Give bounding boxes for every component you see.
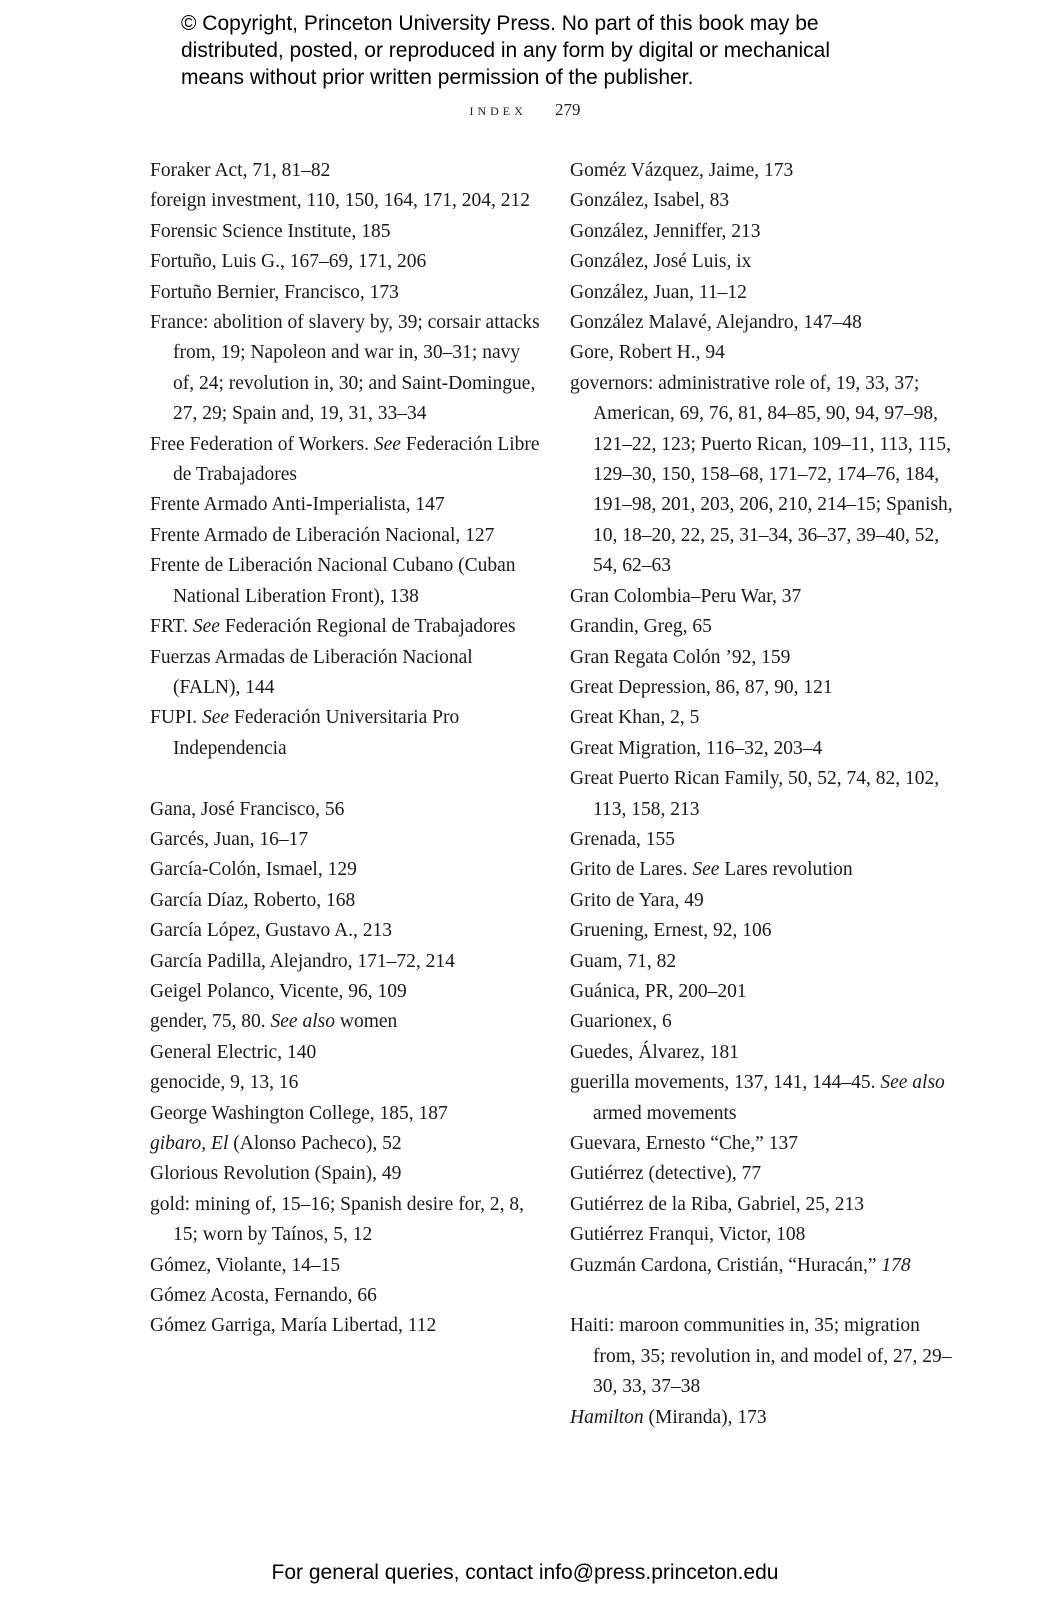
index-entry [150, 1281, 540, 1311]
index-entry [570, 338, 955, 368]
index-entry [570, 1159, 955, 1189]
index-entry-text: Fortuño Bernier, Francisco, 173 [150, 281, 399, 303]
index-entry [570, 308, 955, 338]
index-entry-text: Grito de Lares. [570, 859, 693, 881]
index-entry [570, 1038, 955, 1068]
index-entry-text: Great Khan, 2, 5 [570, 707, 700, 729]
index-entry [570, 703, 955, 733]
index-entry [150, 795, 540, 825]
index-entry-text: Guam, 71, 82 [570, 950, 677, 972]
index-entry-text: France: abolition of slavery by, 39; corsair attacks from, 19; Napoleon and war in, 30–31; navy of, 24; revolution in, 30; and Saint-Domingue, 27, 29; Spain and, 19, 31, 33–34 [150, 312, 540, 425]
index-entry-text: Lares revolution [719, 859, 853, 881]
index-entry-text: García López, Gustavo A., 213 [150, 920, 393, 942]
index-entry-italic: See [373, 433, 401, 455]
index-entry [150, 1311, 540, 1341]
index-entry [150, 156, 540, 186]
index-entry-text: Gutiérrez de la Riba, Gabriel, 25, 213 [570, 1193, 865, 1215]
index-entry [150, 278, 540, 308]
index-entry-text: Gran Regata Colón ’92, 159 [570, 646, 791, 668]
index-entry-text: Grenada, 155 [570, 828, 676, 850]
index-entry-italic: See [692, 859, 720, 881]
index-entry [570, 1220, 955, 1250]
index-entry [150, 643, 540, 704]
index-entry-text: foreign investment, 110, 150, 164, 171, 204, 212 [150, 190, 531, 212]
index-entry [150, 977, 540, 1007]
index-entry [570, 247, 955, 277]
index-entry-text: guerilla movements, 137, 141, 144–45. [570, 1072, 881, 1094]
index-entry-text: Forensic Science Institute, 185 [150, 220, 391, 242]
index-entry-text: Great Puerto Rican Family, 50, 52, 74, 82, 102, 113, 158, 213 [570, 768, 940, 820]
index-entry [570, 1129, 955, 1159]
index-entry [150, 1099, 540, 1129]
index-entry [150, 551, 540, 612]
index-entry-text: Guánica, PR, 200–201 [570, 980, 747, 1002]
index-entry-text: Gómez Garriga, María Libertad, 112 [150, 1315, 437, 1337]
index-entry-text: Grito de Yara, 49 [570, 889, 704, 911]
copyright-notice [181, 10, 941, 91]
index-entry-text: González Malavé, Alejandro, 147–48 [570, 312, 862, 334]
page-number: 279 [555, 100, 581, 119]
index-entry-text: Guedes, Álvarez, 181 [570, 1041, 739, 1063]
index-entry [150, 1068, 540, 1098]
index-entry [150, 247, 540, 277]
index-entry [150, 612, 540, 642]
index-entry [570, 855, 955, 885]
index-entry-text: gold: mining of, 15–16; Spanish desire for, 2, 8, 15; worn by Taínos, 5, 12 [150, 1193, 525, 1246]
index-entry [570, 947, 955, 977]
index-entry-text: Fuerzas Armadas de Liberación Nacional (FALN), 144 [150, 646, 473, 698]
index-entry [150, 308, 540, 430]
index-entry-text: González, Juan, 11–12 [570, 281, 747, 303]
index-entry-text: General Electric, 140 [150, 1041, 317, 1063]
footer-contact: For general queries, contact info@press.princeton.edu [271, 1561, 779, 1584]
index-entry-text: González, Isabel, 83 [570, 190, 730, 212]
section-gap [150, 764, 540, 794]
index-entry-text: Federación Regional de Trabajadores [219, 616, 516, 638]
index-column-left [150, 156, 540, 1342]
index-entry [570, 977, 955, 1007]
index-entry [150, 430, 540, 491]
index-entry-italic: See [192, 616, 220, 638]
index-entry-text: Gómez, Violante, 14–15 [150, 1254, 341, 1276]
index-entry-text: Gutiérrez Franqui, Victor, 108 [570, 1224, 806, 1246]
index-entry [150, 703, 540, 764]
index-entry-text: Gutiérrez (detective), 77 [570, 1163, 762, 1185]
index-entry-text: FUPI. [150, 707, 203, 729]
index-entry [570, 278, 955, 308]
index-entry [150, 1190, 540, 1251]
index-entry-text: Goméz Vázquez, Jaime, 173 [570, 160, 794, 181]
section-gap [570, 1281, 955, 1311]
copyright-line: distributed, posted, or reproduced in any form by digital or mechanical [181, 39, 831, 62]
index-entry [150, 490, 540, 520]
index-entry-text: women [334, 1011, 398, 1033]
index-entry-text: Free Federation of Workers. [150, 433, 374, 455]
index-entry [570, 612, 955, 642]
index-entry [570, 186, 955, 216]
index-entry-text: Guarionex, 6 [570, 1011, 672, 1033]
index-entry-italic: gibaro, El [150, 1132, 229, 1154]
index-entry [150, 947, 540, 977]
index-entry-text: governors: administrative role of, 19, 33, 37; American, 69, 76, 81, 84–85, 90, 94, 97–98, 121–22, 123; Puerto Rican, 109–11, 113, 115, 129–30, 150, 158–68, 171–72, 174–76, 184, 191–98, 201, 203, 206, 210, 214–15; Spanish, 10, 18–20, 22, 25, 31–34, 36–37, 39–40, 52, 54, 62–63 [570, 372, 953, 577]
running-head-label: index [469, 100, 527, 119]
index-entry-text: García Díaz, Roberto, 168 [150, 889, 356, 911]
index-entry [570, 764, 955, 825]
copyright-line: © Copyright, Princeton University Press. No part of this book may be [181, 12, 819, 35]
index-entry-text: (Miranda), 173 [643, 1406, 767, 1428]
index-entry [570, 1068, 955, 1129]
index-entry-text: Frente de Liberación Nacional Cubano (Cuban National Liberation Front), 138 [150, 555, 516, 607]
index-entry-italic: See also [270, 1011, 335, 1033]
index-entry-text: Federación Universitaria Pro Independencia [173, 707, 460, 759]
index-entry [570, 673, 955, 703]
index-entry-text: González, Jenniffer, 213 [570, 220, 761, 242]
index-entry-italic: Hamilton [570, 1406, 644, 1428]
index-entry-text: Federación Libre de Trabajadores [173, 433, 540, 486]
index-entry-text: Gore, Robert H., 94 [570, 342, 725, 364]
index-entry [150, 186, 540, 216]
index-entry-text: Great Depression, 86, 87, 90, 121 [570, 676, 833, 698]
index-entry [570, 916, 955, 946]
index-entry-italic: See [202, 707, 230, 729]
index-entry [150, 1159, 540, 1189]
copyright-line: means without prior written permission of the publisher. [181, 66, 694, 89]
index-column-right [570, 156, 955, 1433]
index-entry-text: Gran Colombia–Peru War, 37 [570, 585, 802, 607]
index-entry [150, 1038, 540, 1068]
index-entry [570, 1403, 955, 1433]
index-entry [570, 217, 955, 247]
index-entry [570, 582, 955, 612]
index-entry-text: gender, 75, 80. [150, 1011, 271, 1033]
index-entry [570, 156, 955, 186]
index-entry-text: Garcés, Juan, 16–17 [150, 828, 309, 850]
index-entry [150, 217, 540, 247]
index-entry [150, 916, 540, 946]
index-entry-text: Gana, José Francisco, 56 [150, 798, 345, 820]
index-entry [570, 1311, 955, 1402]
index-entry-text: Gruening, Ernest, 92, 106 [570, 920, 772, 942]
index-entry [150, 1007, 540, 1037]
index-entry [570, 825, 955, 855]
index-entry-text: FRT. [150, 616, 193, 638]
index-entry-text: Frente Armado Anti-Imperialista, 147 [150, 494, 445, 516]
index-entry-italic: 178 [881, 1254, 911, 1276]
index-entry-text: Haiti: maroon communities in, 35; migration from, 35; revolution in, and model of, 27, 29–30, 33, 37–38 [570, 1315, 952, 1398]
index-entry-text: (Alonso Pacheco), 52 [228, 1132, 402, 1154]
index-entry-text: Glorious Revolution (Spain), 49 [150, 1163, 402, 1185]
index-entry [150, 1129, 540, 1159]
index-entry-text: Foraker Act, 71, 81–82 [150, 160, 331, 181]
index-entry-text: Geigel Polanco, Vicente, 96, 109 [150, 980, 407, 1002]
index-entry-text: Guevara, Ernesto “Che,” 137 [570, 1133, 798, 1154]
index-entry [150, 1251, 540, 1281]
running-head [0, 100, 1050, 120]
index-entry [570, 1190, 955, 1220]
index-entry [570, 886, 955, 916]
index-entry-text: Guzmán Cardona, Cristián, “Huracán,” [570, 1254, 882, 1276]
index-entry-text: García-Colón, Ismael, 129 [150, 859, 357, 881]
index-entry [150, 855, 540, 885]
index-entry-text: genocide, 9, 13, 16 [150, 1072, 299, 1094]
index-entry [570, 1251, 955, 1281]
index-entry [570, 369, 955, 582]
index-entry-text: George Washington College, 185, 187 [150, 1102, 448, 1124]
index-entry-text: armed movements [593, 1102, 737, 1124]
index-entry-italic: See also [880, 1072, 945, 1094]
index-entry [150, 886, 540, 916]
index-entry [150, 825, 540, 855]
index-entry-text: Fortuño, Luis G., 167–69, 171, 206 [150, 251, 427, 273]
index-entry-text: Great Migration, 116–32, 203–4 [570, 737, 823, 759]
index-entry-text: Gómez Acosta, Fernando, 66 [150, 1285, 377, 1307]
index-entry [570, 643, 955, 673]
index-entry-text: González, José Luis, ix [570, 251, 752, 273]
index-entry [570, 1007, 955, 1037]
index-entry-text: Grandin, Greg, 65 [570, 616, 712, 638]
index-entry-text: García Padilla, Alejandro, 171–72, 214 [150, 950, 455, 972]
index-entry [150, 521, 540, 551]
index-entry [570, 734, 955, 764]
index-entry-text: Frente Armado de Liberación Nacional, 127 [150, 524, 495, 546]
